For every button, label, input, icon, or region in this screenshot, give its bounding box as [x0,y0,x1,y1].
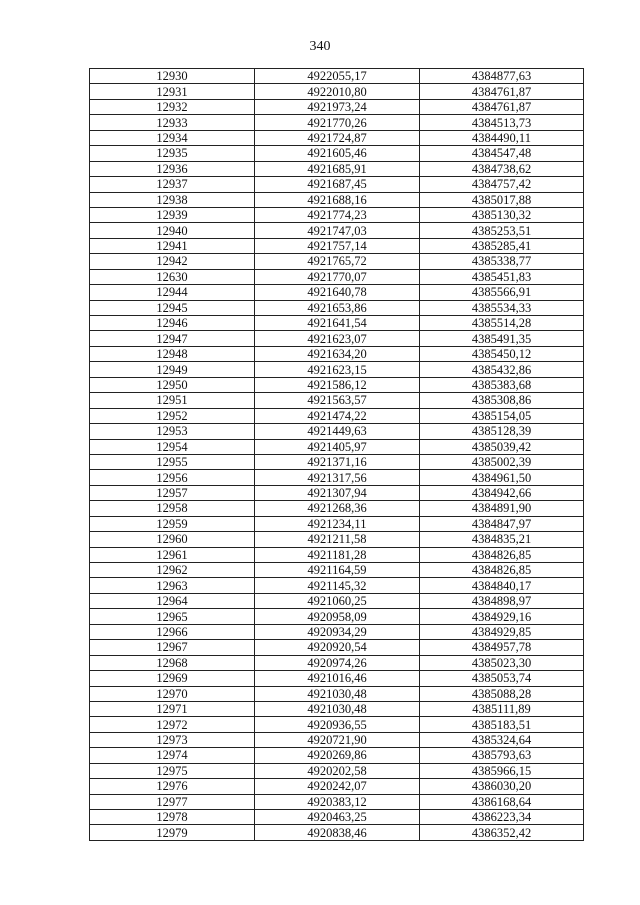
y-coordinate-cell: 4384961,50 [420,470,584,485]
table-row [90,825,584,840]
x-coordinate-cell: 4920920,54 [255,640,420,655]
y-coordinate-cell: 4384738,62 [420,161,584,176]
y-coordinate-cell: 4384929,16 [420,609,584,624]
y-coordinate-cell: 4385053,74 [420,671,584,686]
y-coordinate-cell: 4385154,05 [420,408,584,423]
y-coordinate-cell: 4385966,15 [420,763,584,778]
x-coordinate-cell: 4920838,46 [255,825,420,840]
point-number-cell: 12969 [90,671,255,686]
y-coordinate-cell: 4384761,87 [420,99,584,114]
table-row [90,671,584,686]
x-coordinate-cell: 4921724,87 [255,130,420,145]
table-row [90,578,584,593]
y-coordinate-cell: 4385039,42 [420,439,584,454]
table-row [90,362,584,377]
y-coordinate-cell: 4385023,30 [420,655,584,670]
x-coordinate-cell: 4921181,28 [255,547,420,562]
y-coordinate-cell: 4386030,20 [420,779,584,794]
x-coordinate-cell: 4921623,07 [255,331,420,346]
table-row [90,393,584,408]
y-coordinate-cell: 4384490,11 [420,130,584,145]
point-number-cell: 12962 [90,563,255,578]
point-number-cell: 12954 [90,439,255,454]
y-coordinate-cell: 4384547,48 [420,146,584,161]
x-coordinate-cell: 4921211,58 [255,532,420,547]
table-row [90,115,584,130]
point-number-cell: 12945 [90,300,255,315]
point-number-cell: 12950 [90,377,255,392]
x-coordinate-cell: 4921634,20 [255,346,420,361]
point-number-cell: 12935 [90,146,255,161]
x-coordinate-cell: 4921371,16 [255,454,420,469]
x-coordinate-cell: 4921030,48 [255,701,420,716]
y-coordinate-cell: 4385432,86 [420,362,584,377]
x-coordinate-cell: 4921747,03 [255,223,420,238]
table-row [90,192,584,207]
point-number-cell: 12936 [90,161,255,176]
y-coordinate-cell: 4384840,17 [420,578,584,593]
x-coordinate-cell: 4921757,14 [255,238,420,253]
y-coordinate-cell: 4384835,21 [420,532,584,547]
y-coordinate-cell: 4385088,28 [420,686,584,701]
x-coordinate-cell: 4921474,22 [255,408,420,423]
point-number-cell: 12952 [90,408,255,423]
y-coordinate-cell: 4384826,85 [420,547,584,562]
x-coordinate-cell: 4921770,26 [255,115,420,130]
y-coordinate-cell: 4384847,97 [420,516,584,531]
x-coordinate-cell: 4921688,16 [255,192,420,207]
y-coordinate-cell: 4386223,34 [420,810,584,825]
table-row [90,130,584,145]
y-coordinate-cell: 4385566,91 [420,285,584,300]
point-number-cell: 12968 [90,655,255,670]
table-row [90,177,584,192]
table-row [90,794,584,809]
x-coordinate-cell: 4920958,09 [255,609,420,624]
table-row [90,424,584,439]
table-row [90,207,584,222]
x-coordinate-cell: 4921449,63 [255,424,420,439]
point-number-cell: 12931 [90,84,255,99]
x-coordinate-cell: 4920974,26 [255,655,420,670]
point-number-cell: 12960 [90,532,255,547]
x-coordinate-cell: 4921973,24 [255,99,420,114]
x-coordinate-cell: 4921164,59 [255,563,420,578]
point-number-cell: 12944 [90,285,255,300]
point-number-cell: 12930 [90,69,255,84]
x-coordinate-cell: 4921405,97 [255,439,420,454]
point-number-cell: 12973 [90,732,255,747]
x-coordinate-cell: 4921774,23 [255,207,420,222]
x-coordinate-cell: 4921641,54 [255,316,420,331]
y-coordinate-cell: 4385793,63 [420,748,584,763]
x-coordinate-cell: 4920936,55 [255,717,420,732]
table-row [90,377,584,392]
point-number-cell: 12977 [90,794,255,809]
point-number-cell: 12972 [90,717,255,732]
table-row [90,331,584,346]
point-number-cell: 12979 [90,825,255,840]
table-row [90,269,584,284]
table-row [90,532,584,547]
y-coordinate-cell: 4384513,73 [420,115,584,130]
x-coordinate-cell: 4921623,15 [255,362,420,377]
point-number-cell: 12971 [90,701,255,716]
y-coordinate-cell: 4384929,85 [420,624,584,639]
x-coordinate-cell: 4920383,12 [255,794,420,809]
x-coordinate-cell: 4920242,07 [255,779,420,794]
x-coordinate-cell: 4922055,17 [255,69,420,84]
y-coordinate-cell: 4385017,88 [420,192,584,207]
y-coordinate-cell: 4385383,68 [420,377,584,392]
table-row [90,285,584,300]
point-number-cell: 12976 [90,779,255,794]
point-number-cell: 12938 [90,192,255,207]
point-number-cell: 12947 [90,331,255,346]
y-coordinate-cell: 4385450,12 [420,346,584,361]
x-coordinate-cell: 4920269,86 [255,748,420,763]
y-coordinate-cell: 4384877,63 [420,69,584,84]
y-coordinate-cell: 4385451,83 [420,269,584,284]
table-row [90,223,584,238]
table-row [90,439,584,454]
y-coordinate-cell: 4385324,64 [420,732,584,747]
point-number-cell: 12966 [90,624,255,639]
table-row [90,686,584,701]
y-coordinate-cell: 4385285,41 [420,238,584,253]
point-number-cell: 12956 [90,470,255,485]
y-coordinate-cell: 4384942,66 [420,485,584,500]
point-number-cell: 12953 [90,424,255,439]
point-number-cell: 12975 [90,763,255,778]
x-coordinate-cell: 4921060,25 [255,593,420,608]
y-coordinate-cell: 4384826,85 [420,563,584,578]
x-coordinate-cell: 4920202,58 [255,763,420,778]
table-row [90,640,584,655]
x-coordinate-cell: 4921653,86 [255,300,420,315]
point-number-cell: 12978 [90,810,255,825]
y-coordinate-cell: 4385111,89 [420,701,584,716]
table-row [90,454,584,469]
x-coordinate-cell: 4921307,94 [255,485,420,500]
x-coordinate-cell: 4921145,32 [255,578,420,593]
point-number-cell: 12951 [90,393,255,408]
x-coordinate-cell: 4921765,72 [255,254,420,269]
table-row [90,238,584,253]
y-coordinate-cell: 4386168,64 [420,794,584,809]
y-coordinate-cell: 4385534,33 [420,300,584,315]
table-row [90,779,584,794]
table-row [90,609,584,624]
y-coordinate-cell: 4385514,28 [420,316,584,331]
point-number-cell: 12933 [90,115,255,130]
table-row [90,763,584,778]
y-coordinate-cell: 4384761,87 [420,84,584,99]
y-coordinate-cell: 4385253,51 [420,223,584,238]
point-number-cell: 12974 [90,748,255,763]
y-coordinate-cell: 4384898,97 [420,593,584,608]
point-number-cell: 12934 [90,130,255,145]
table-row [90,593,584,608]
table-row [90,624,584,639]
y-coordinate-cell: 4384957,78 [420,640,584,655]
point-number-cell: 12959 [90,516,255,531]
x-coordinate-cell: 4921268,36 [255,501,420,516]
coordinates-table-body [90,69,584,841]
point-number-cell: 12961 [90,547,255,562]
point-number-cell: 12970 [90,686,255,701]
table-row [90,748,584,763]
point-number-cell: 12941 [90,238,255,253]
y-coordinate-cell: 4386352,42 [420,825,584,840]
table-row [90,563,584,578]
point-number-cell: 12957 [90,485,255,500]
table-row [90,254,584,269]
x-coordinate-cell: 4921234,11 [255,516,420,531]
x-coordinate-cell: 4921016,46 [255,671,420,686]
table-row [90,99,584,114]
point-number-cell: 12940 [90,223,255,238]
table-row [90,655,584,670]
point-number-cell: 12965 [90,609,255,624]
point-number-cell: 12967 [90,640,255,655]
y-coordinate-cell: 4384757,42 [420,177,584,192]
x-coordinate-cell: 4921685,91 [255,161,420,176]
y-coordinate-cell: 4385002,39 [420,454,584,469]
page-number: 340 [309,39,331,54]
point-number-cell: 12948 [90,346,255,361]
y-coordinate-cell: 4385491,35 [420,331,584,346]
table-row [90,717,584,732]
point-number-cell: 12963 [90,578,255,593]
table-row [90,470,584,485]
point-number-cell: 12958 [90,501,255,516]
x-coordinate-cell: 4921317,56 [255,470,420,485]
y-coordinate-cell: 4385130,32 [420,207,584,222]
x-coordinate-cell: 4921563,57 [255,393,420,408]
point-number-cell: 12932 [90,99,255,114]
table-row [90,547,584,562]
table-row [90,701,584,716]
table-row [90,161,584,176]
y-coordinate-cell: 4385338,77 [420,254,584,269]
table-row [90,69,584,84]
x-coordinate-cell: 4921687,45 [255,177,420,192]
x-coordinate-cell: 4921586,12 [255,377,420,392]
table-row [90,300,584,315]
x-coordinate-cell: 4921605,46 [255,146,420,161]
table-row [90,485,584,500]
y-coordinate-cell: 4385183,51 [420,717,584,732]
x-coordinate-cell: 4921770,07 [255,269,420,284]
point-number-cell: 12939 [90,207,255,222]
table-row [90,516,584,531]
point-number-cell: 12630 [90,269,255,284]
point-number-cell: 12949 [90,362,255,377]
table-row [90,501,584,516]
x-coordinate-cell: 4922010,80 [255,84,420,99]
table-row [90,346,584,361]
table-row [90,84,584,99]
table-row [90,408,584,423]
point-number-cell: 12955 [90,454,255,469]
y-coordinate-cell: 4384891,90 [420,501,584,516]
table-row [90,732,584,747]
x-coordinate-cell: 4920721,90 [255,732,420,747]
y-coordinate-cell: 4385128,39 [420,424,584,439]
table-row [90,146,584,161]
table-row [90,810,584,825]
point-number-cell: 12937 [90,177,255,192]
table-row [90,316,584,331]
coordinates-table [89,68,584,841]
y-coordinate-cell: 4385308,86 [420,393,584,408]
x-coordinate-cell: 4921640,78 [255,285,420,300]
point-number-cell: 12942 [90,254,255,269]
point-number-cell: 12964 [90,593,255,608]
point-number-cell: 12946 [90,316,255,331]
x-coordinate-cell: 4921030,48 [255,686,420,701]
x-coordinate-cell: 4920934,29 [255,624,420,639]
x-coordinate-cell: 4920463,25 [255,810,420,825]
